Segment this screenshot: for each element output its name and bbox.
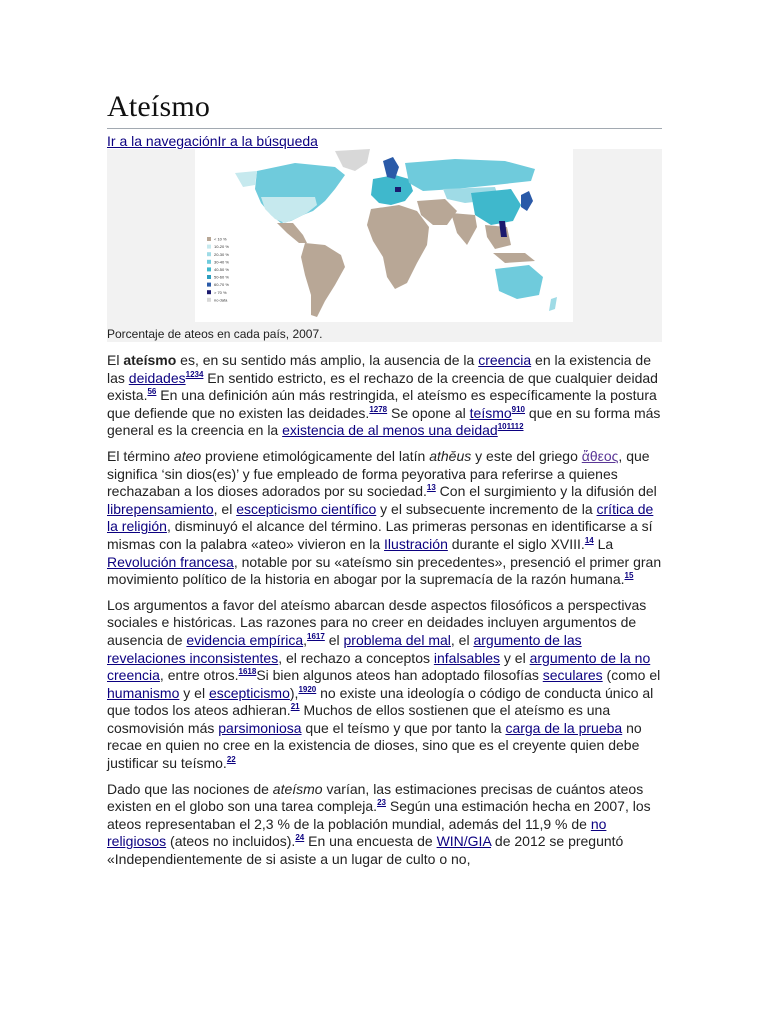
ref-superscript[interactable]: 101112: [497, 422, 524, 432]
ref-superscript[interactable]: 1234: [185, 369, 204, 379]
link-existencia-deidad[interactable]: existencia de al menos una deidad: [282, 422, 498, 439]
link-evidencia-empirica[interactable]: evidencia empírica: [186, 631, 304, 648]
legend-label: 10-20 %: [214, 244, 229, 250]
link-escepticismo[interactable]: escepticismo: [208, 684, 290, 701]
link-humanismo[interactable]: humanismo: [107, 684, 180, 701]
link-revolucion-francesa[interactable]: Revolución francesa: [107, 553, 234, 570]
link-critica-religion[interactable]: crítica de la religión: [107, 500, 654, 535]
legend-label: 40-50 %: [214, 267, 229, 272]
map-figure: [107, 149, 662, 342]
legend-swatch: [207, 283, 211, 287]
ref-superscript[interactable]: 15: [624, 571, 634, 581]
paragraph-2: El término ateo proviene etimológicamente del latín athĕus y este del griego ἄθεος, que significa ‘sin dios(es)’ y fue empleado de forma peyorativa para referirse a quienes rechazaban a los dioses adorados por su sociedad.$^{13}$ Con el surgimiento y la difusión del librepensamiento, el escepticismo científico y el subsecuente incremento de la crítica de la religión, disminuyó el alcance del término. Las primeras personas en identificarse a sí mismas con la palabra «ateo» vivieron en la Ilustración durante el siglo XVIII.$^{14}$ La Revolución francesa, notable por su «ateísmo sin precedentes», presenció el primer gran movimiento político de la historia en abogar por la supremacía de la razón humana.$^{15}$: [107, 447, 662, 588]
legend-label: 20-30 %: [214, 251, 229, 257]
ref-superscript[interactable]: 21: [290, 702, 300, 712]
legend-label: 30-40 %: [214, 259, 229, 265]
ref-superscript[interactable]: 1617: [307, 631, 325, 641]
term-ateismo: ateísmo: [123, 352, 177, 368]
paragraph-3: Los argumentos a favor del ateísmo abarcan desde aspectos filosóficos a perspectivas sociales e históricas. Las razones para no creer en deidades incluyen argumentos de ausencia de evidencia empírica,$^{1617}$ el problema del mal, el argumento de las revelaciones inconsistentes, el rechazo a conceptos infalsables y el argumento de la no creencia, entre otros.$^{1618}$Si bien algunos ateos han adoptado filosofías seculares (como el humanismo y el escepticismo),$^{1920}$ no existe una ideología o código de conducta único al que todos los ateos adhieran.$^{21}$ Muchos de ellos sostienen que el ateísmo es una cosmovisión más parsimoniosa que el teísmo y que por tanto la carga de la prueba no recae en quien no cree en la existencia de dioses, sino que es el creyente quien debe justificar su teísmo.$^{22}$: [107, 596, 661, 772]
jump-to-search-link[interactable]: Ir a la búsqueda: [217, 133, 318, 149]
czech-region: [395, 187, 401, 192]
link-ilustracion[interactable]: Ilustración: [384, 535, 448, 552]
link-atheos-greek[interactable]: ἄθεος: [581, 447, 619, 464]
link-teismo[interactable]: teísmo: [469, 404, 512, 421]
link-argumento-no-creencia[interactable]: argumento de la no creencia: [107, 649, 651, 684]
link-infalsables[interactable]: infalsables: [433, 649, 501, 666]
link-no-religiosos[interactable]: no religiosos: [107, 815, 607, 850]
link-parsimoniosa[interactable]: parsimoniosa: [218, 719, 302, 736]
link-deidades[interactable]: deidades: [128, 369, 186, 386]
legend-swatch: [207, 298, 211, 302]
legend-label: 50-60 %: [214, 274, 229, 280]
legend-swatch: [207, 237, 211, 241]
legend-swatch: [207, 260, 211, 264]
ref-superscript[interactable]: 1920: [298, 684, 317, 694]
legend-label: 60-70 %: [214, 282, 229, 288]
link-librepensamiento[interactable]: librepensamiento: [107, 500, 214, 517]
legend-label: > 70 %: [214, 289, 227, 295]
ref-superscript[interactable]: 910: [511, 404, 526, 414]
ref-superscript[interactable]: 24: [295, 833, 305, 843]
legend-swatch: [207, 290, 211, 294]
paragraph-1: El ateísmo es, en su sentido más amplio, la ausencia de la creencia en la existencia de las deidades$^{1234}$ En sentido estricto, es el rechazo de la creencia de que cualquier deidad exista.$^{56}$ En una definición aún más restringida, el ateísmo es específicamente la postura que defiende que no existen las deidades.$^{1278}$ Se opone al teísmo$^{910}$ que en su forma más general es la creencia en la existencia de al menos una deidad$^{101112}$: [107, 352, 661, 439]
ref-superscript[interactable]: 1618: [238, 667, 257, 677]
ref-superscript[interactable]: 14: [584, 535, 594, 545]
legend-label: < 10 %: [214, 236, 227, 242]
jump-links: [107, 133, 662, 149]
figure-caption: Porcentaje de ateos en cada país, 2007.: [107, 327, 323, 341]
ref-superscript[interactable]: 13: [426, 483, 436, 493]
link-creencia[interactable]: creencia: [478, 352, 532, 368]
link-argumento-revelaciones[interactable]: argumento de las revelaciones inconsistentes: [107, 631, 582, 666]
world-atheism-map[interactable]: [195, 149, 573, 322]
article: [107, 90, 662, 869]
ref-superscript[interactable]: 1278: [369, 404, 388, 414]
link-carga-prueba[interactable]: carga de la prueba: [505, 719, 623, 736]
legend-label: no data: [214, 297, 228, 303]
paragraph-4: Dado que las nociones de ateísmo varían, las estimaciones precisas de cuántos ateos existen en el globo son una tarea compleja.$^{23}$ Según una estimación hecha en 2007, los ateos representaban el 2,3 % de la población mundial, además del 11,9 % de no religiosos (ateos no incluidos).$^{24}$ En una encuesta de WIN/GIA de 2012 se preguntó «Independientemente de si asiste a un lugar de culto o no,: [107, 780, 651, 868]
link-escepticismo-cientifico[interactable]: escepticismo científico: [236, 500, 377, 517]
link-win-gia[interactable]: WIN/GIA: [436, 833, 492, 850]
legend-swatch: [207, 245, 211, 249]
link-problema-mal[interactable]: problema del mal: [343, 631, 451, 648]
ref-superscript[interactable]: 23: [377, 798, 386, 808]
link-seculares[interactable]: seculares: [542, 667, 603, 684]
legend-swatch: [207, 252, 211, 256]
legend-swatch: [207, 267, 211, 271]
ref-superscript[interactable]: 22: [226, 755, 236, 765]
legend-swatch: [207, 275, 211, 279]
map-legend: [207, 237, 229, 303]
page-title: Ateísmo: [107, 90, 662, 129]
jump-to-navigation-link[interactable]: Ir a la navegación: [107, 133, 218, 149]
ref-superscript[interactable]: 56: [147, 387, 157, 397]
